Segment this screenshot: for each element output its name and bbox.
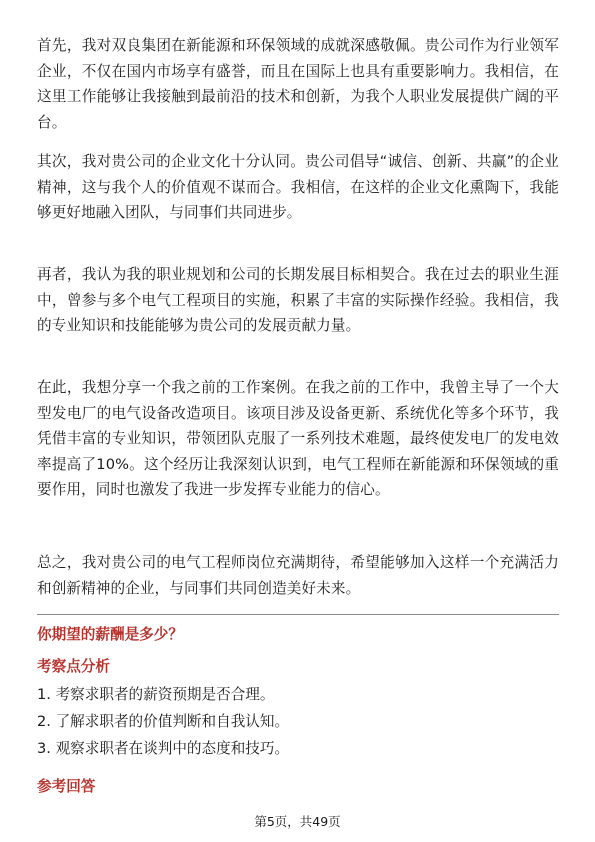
page-number: 第5页，共49页 [254,814,341,829]
analysis-item-2: 2. 了解求职者的价值判断和自我认知。 [37,713,290,730]
paragraph-3: 再者，我认为我的职业规划和公司的长期发展目标相契合。我在过去的职业生涯中，曾参与多个电气工程项目的实施，积累了丰富的实际操作经验。我相信，我的专业知识和技能能够为贵公司的发展贡献力量。 [37,266,559,334]
analysis-item-1: 1. 考察求职者的薪资预期是否合理。 [37,686,275,703]
analysis-list [37,681,559,762]
paragraph-4: 在此，我想分享一个我之前的工作案例。在我之前的工作中，我曾主导了一个大型发电厂的电气设备改造项目。该项目涉及设备更新、系统优化等多个环节，我凭借丰富的专业知识，带领团队克服了一系列技术难题，最终使发电厂的发电效率提高了10%。这个经历让我深刻认识到，电气工程师在新能源和环保领域的重要作用，同时也激发了我进一步发挥专业能力的信心。 [37,379,559,498]
analysis-heading: 考察点分析 [37,658,110,675]
paragraph-1: 首先，我对双良集团在新能源和环保领域的成就深感敬佩。贵公司作为行业领军企业，不仅在国内市场享有盛誉，而且在国际上也具有重要影响力。我相信，在这里工作能够让我接触到最前沿的技术和创新，为我个人职业发展提供广阔的平台。 [37,37,559,131]
paragraph-2: 其次，我对贵公司的企业文化十分认同。贵公司倡导“诚信、创新、共赢”的企业精神，这与我个人的价值观不谋而合。我相信，在这样的企业文化熏陶下，我能够更好地融入团队，与同事们共同进步。 [37,153,559,221]
section-divider [37,614,559,615]
analysis-item-3: 3. 观察求职者在谈判中的态度和技巧。 [37,740,290,757]
question-heading: 你期望的薪酬是多少？ [37,626,183,643]
paragraph-5: 总之，我对贵公司的电气工程师岗位充满期待，希望能够加入这样一个充满活力和创新精神的企业，与同事们共同创造美好未来。 [37,554,559,597]
reference-heading: 参考回答 [37,778,96,795]
